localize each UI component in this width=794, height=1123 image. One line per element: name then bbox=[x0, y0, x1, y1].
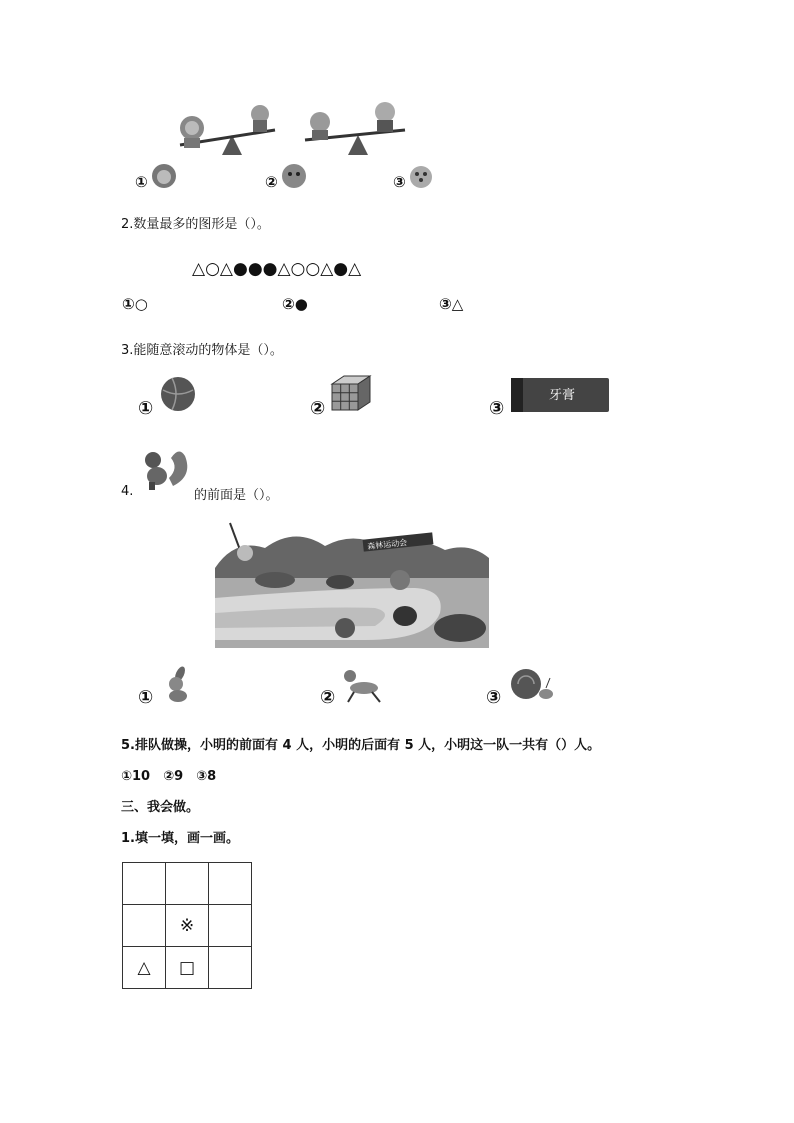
q2-option-3[interactable]: ③△ bbox=[439, 295, 464, 313]
grid-cell-square: □ bbox=[166, 947, 209, 989]
q5-question: 5.排队做操，小明的前面有 4 人，小明的后面有 5 人，小明这一队一共有（）人。 bbox=[121, 738, 601, 753]
toothpaste-box-image bbox=[511, 378, 609, 412]
q3-option-2[interactable]: ② bbox=[310, 398, 326, 419]
grid-cell-triangle: △ bbox=[123, 947, 166, 989]
q2-option-1[interactable]: ①○ bbox=[122, 295, 148, 313]
q1-option-2[interactable] bbox=[265, 173, 278, 191]
q3-question: 3.能随意滚动的物体是（）。 bbox=[121, 343, 283, 358]
rubiks-cube-image bbox=[330, 374, 372, 412]
q4-option-2[interactable]: ② bbox=[320, 687, 336, 708]
toothpaste-box-label: 牙膏 bbox=[549, 388, 576, 403]
forest-race-image bbox=[215, 518, 489, 648]
ball-image bbox=[160, 376, 196, 412]
race-banner-text: 森林运动会 bbox=[366, 538, 408, 552]
q4-option-3[interactable]: ③ bbox=[486, 687, 502, 708]
q5-options[interactable]: ①10 ②9 ③8 bbox=[121, 769, 217, 784]
seesaw-left-image bbox=[180, 105, 275, 155]
leopard-head-image bbox=[408, 165, 434, 189]
snail-image bbox=[508, 666, 554, 702]
q4-prefix: 4. bbox=[121, 484, 134, 499]
grid-cell[interactable] bbox=[166, 863, 209, 905]
grid-cell[interactable] bbox=[209, 947, 252, 989]
q2-shape-sequence: △○△●●●△○○△●△ bbox=[192, 259, 362, 279]
grid-cell[interactable] bbox=[209, 905, 252, 947]
q1-option-3[interactable] bbox=[393, 173, 406, 191]
grid-cell[interactable] bbox=[123, 863, 166, 905]
q2-option-2[interactable]: ②● bbox=[282, 295, 308, 313]
tiger-head-image bbox=[280, 163, 308, 189]
grid-cell[interactable] bbox=[209, 863, 252, 905]
grid-cell[interactable] bbox=[123, 905, 166, 947]
q1-option-1[interactable] bbox=[135, 173, 148, 191]
q1-option-1-label: ① bbox=[135, 173, 148, 191]
lion-head-image bbox=[150, 163, 178, 189]
section-3-heading: 三、我会做。 bbox=[121, 800, 200, 815]
q1-option-2-label: ② bbox=[265, 173, 278, 191]
section-3-q1: 1.填一填，画一画。 bbox=[121, 831, 239, 846]
fill-in-grid bbox=[122, 862, 252, 989]
seesaw-right-image bbox=[305, 102, 405, 155]
q2-question: 2.数量最多的图形是（）。 bbox=[121, 217, 270, 232]
q4-question: 的前面是（）。 bbox=[194, 488, 279, 503]
grid-cell-reference-mark: ※ bbox=[166, 905, 209, 947]
squirrel-image bbox=[135, 446, 195, 492]
rabbit-image bbox=[160, 666, 194, 704]
q1-illustration bbox=[170, 100, 435, 160]
q1-option-3-label: ③ bbox=[393, 173, 406, 191]
q4-option-1[interactable]: ① bbox=[138, 687, 154, 708]
deer-image bbox=[340, 666, 384, 704]
q3-option-1[interactable]: ① bbox=[138, 398, 154, 419]
q3-option-3[interactable]: ③ bbox=[489, 398, 505, 419]
